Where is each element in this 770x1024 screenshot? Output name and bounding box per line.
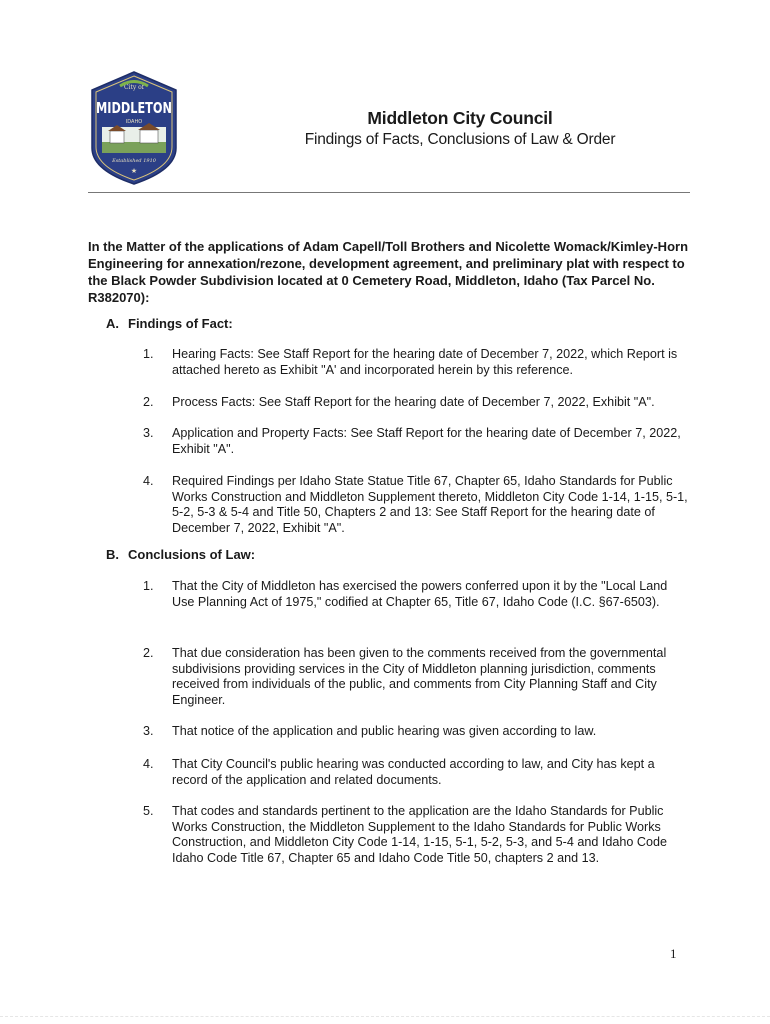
item-number: 1. — [143, 579, 154, 593]
item-text: That the City of Middleton has exercised the powers conferred upon it by the "Local Land Use Planning Act of 1975," codified at Chapter 65, Title 67, Idaho Code (I.C. §67-6503). — [172, 579, 668, 609]
item-text: Required Findings per Idaho State Statue Title 67, Chapter 65, Idaho Standards for Public Works Construction and Middleton Supplement thereto, Middleton City Code 1-14, 1-15, 5-1, 5-2, 5-3 & 5-4 and Title 50, Chapters 2 and 13: See Staff Report for the hearing date of December 7, 2022, Exhibit "A". — [172, 474, 688, 535]
section-findings-heading — [106, 316, 233, 331]
document-subtitle: Findings of Facts, Conclusions of Law & Order — [304, 131, 616, 148]
item-number: 5. — [143, 804, 154, 818]
section-conclusions-heading — [106, 547, 255, 562]
item-number: 2. — [143, 395, 154, 409]
seal-city-name: MIDDLETON — [96, 99, 172, 117]
seal-established: Established 1910 — [112, 158, 156, 164]
section-title: Findings of Fact: — [128, 316, 233, 331]
item-text: Hearing Facts: See Staff Report for the hearing date of December 7, 2022, which Report is attached hereto as Exhibit "A' and incorporated herein by this reference. — [172, 347, 678, 377]
list-item — [143, 347, 688, 378]
list-item — [143, 579, 688, 610]
matter-statement: In the Matter of the applications of Adam Capell/Toll Brothers and Nicolette Womack/Kimley-Horn Engineering for annexation/rezone, development agreement, and preliminary plat with respect to the Black Powder Subdivision located at 0 Cemetery Road, Middleton, Idaho (Tax Parcel No. R382070): — [88, 239, 689, 305]
header-divider — [88, 192, 690, 193]
list-item — [143, 474, 688, 536]
list-item — [143, 646, 688, 708]
item-number: 3. — [143, 724, 154, 738]
item-text: That codes and standards pertinent to the application are the Idaho Standards for Public Works Construction, the Middleton Supplement to the Idaho Standards for Public Works Construction, and Middleton City Code 1-14, 1-15, 5-1, 5-2, 5-3, and 5-4 and Idaho Code Idaho Code Title 67, Chapter 65 and Idaho Code Title 50, chapters 2 and 13. — [172, 804, 667, 865]
section-title: Conclusions of Law: — [128, 547, 256, 562]
list-item — [143, 395, 688, 411]
city-seal-logo — [84, 70, 184, 186]
item-text: Application and Property Facts: See Staff Report for the hearing date of December 7, 2022, Exhibit "A". — [172, 426, 681, 456]
list-item — [143, 804, 688, 866]
item-number: 4. — [143, 474, 154, 488]
list-item — [143, 426, 688, 457]
item-number: 4. — [143, 757, 154, 771]
page-edge — [0, 1016, 770, 1017]
seal-top-text: City of — [123, 84, 145, 91]
item-text: That due consideration has been given to the comments received from the governmental subdivisions providing services in the City of Middleton planning jurisdiction, comments received from individuals of the public, and comments from City Planning Staff and City Engineer. — [172, 646, 667, 707]
item-text: That notice of the application and public hearing was given according to law. — [172, 724, 597, 738]
seal-state: IDAHO — [125, 119, 143, 125]
list-item — [143, 724, 688, 740]
item-number: 3. — [143, 426, 154, 440]
item-text: Process Facts: See Staff Report for the hearing date of December 7, 2022, Exhibit "A". — [172, 395, 655, 409]
list-item — [143, 757, 688, 788]
section-letter: B. — [106, 547, 119, 562]
item-number: 2. — [143, 646, 154, 660]
item-number: 1. — [143, 347, 154, 361]
section-letter: A. — [106, 316, 119, 331]
item-text: That City Council's public hearing was conducted according to law, and City has kept a record of the application and related documents. — [172, 757, 655, 787]
svg-text:★: ★ — [130, 168, 138, 175]
page-number: 1 — [670, 946, 677, 961]
document-title: Middleton City Council — [367, 108, 553, 128]
